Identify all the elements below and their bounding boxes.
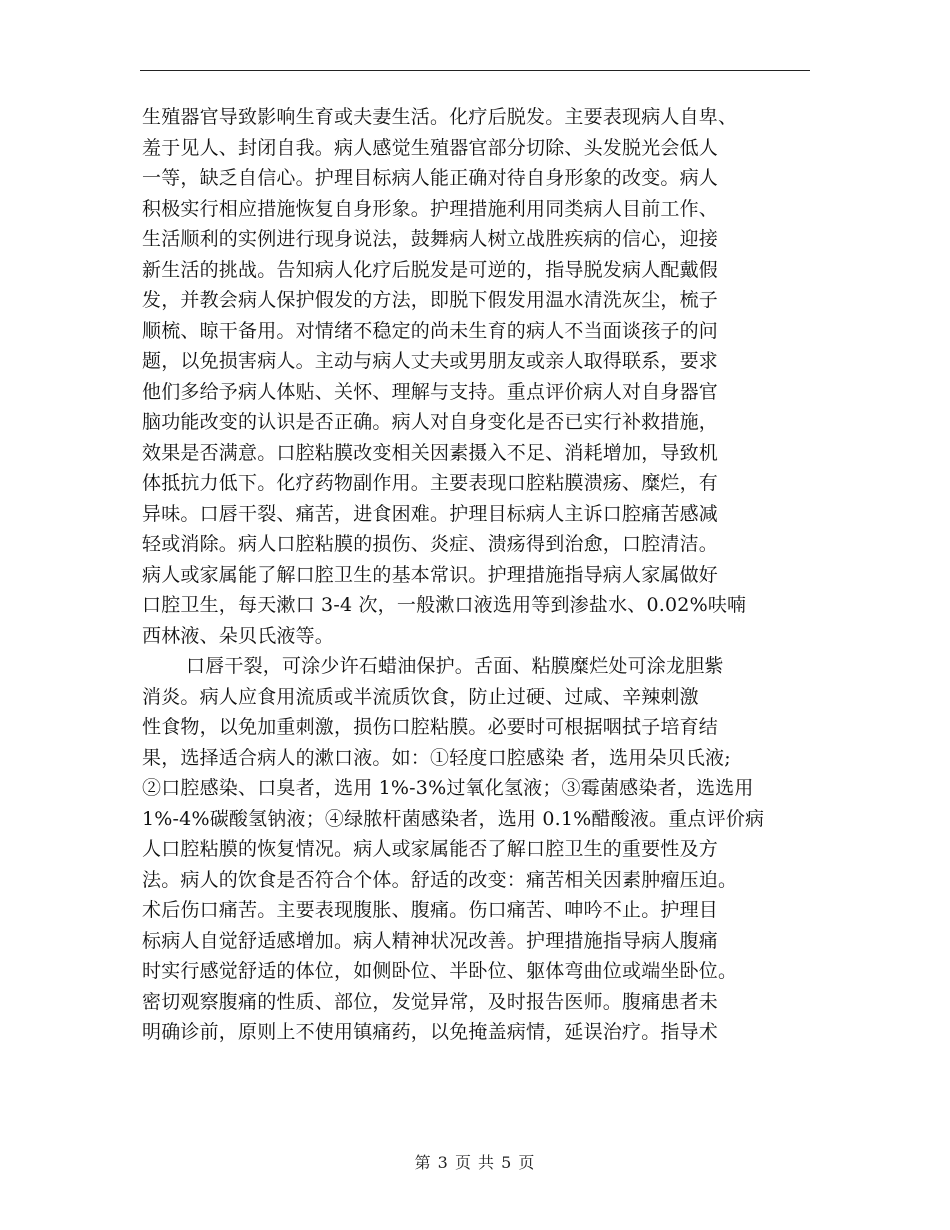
- text-line: 他们多给予病人体贴、关怀、理解与支持。重点评价病人对自身器官: [142, 380, 719, 403]
- text-line: 一等，缺乏自信心。护理目标病人能正确对待自身形象的改变。病人: [142, 167, 719, 189]
- text-line: 果，选择适合病人的漱口液。如：①轻度口腔感染 者，选用朵贝氏液;: [142, 746, 731, 769]
- document-body: [142, 102, 814, 1048]
- text-line: 新生活的挑战。告知病人化疗后脱发是可逆的，指导脱发病人配戴假: [142, 258, 719, 281]
- text-line: 羞于见人、封闭自我。病人感觉生殖器官部分切除、头发脱光会低人: [142, 136, 719, 159]
- text-line: 轻或消除。病人口腔粘膜的损伤、炎症、溃疡得到治愈，口腔清洁。: [142, 533, 719, 555]
- page-number: 第 3 页 共 5 页: [414, 1153, 536, 1172]
- text-line: 标病人自觉舒适感增加。病人精神状况改善。护理措施指导病人腹痛: [142, 929, 719, 952]
- text-line: 效果是否满意。口腔粘膜改变相关因素摄入不足、消耗增加，导致机: [142, 441, 719, 464]
- text-line: 术后伤口痛苦。主要表现腹胀、腹痛。伤口痛苦、呻吟不止。护理目: [142, 899, 719, 921]
- text-line: 时实行感觉舒适的体位，如侧卧位、半卧位、躯体弯曲位或端坐卧位。: [142, 960, 738, 982]
- text-line: 1%-4%碳酸氢钠液；④绿脓杆菌感染者，选用 0.1%醋酸液。重点评价病: [142, 807, 765, 830]
- text-line: 顺梳、晾干备用。对情绪不稳定的尚未生育的病人不当面谈孩子的问: [142, 319, 719, 342]
- text-line: 西林液、朵贝氏液等。: [142, 624, 335, 647]
- text-line: 密切观察腹痛的性质、部位，发觉异常，及时报告医师。腹痛患者未: [142, 990, 719, 1013]
- text-line: 性食物，以免加重刺激，损伤口腔粘膜。必要时可根据咽拭子培育结: [142, 716, 719, 738]
- text-line: 法。病人的饮食是否符合个体。舒适的改变：痛苦相关因素肿瘤压迫。: [142, 868, 738, 891]
- text-line: ②口腔感染、口臭者，选用 1%-3%过氧化氢液；③霉菌感染者，选选用: [142, 777, 754, 799]
- text-line: 明确诊前，原则上不使用镇痛药，以免掩盖病情，延误治疗。指导术: [142, 1021, 719, 1043]
- text-line: 体抵抗力低下。化疗药物副作用。主要表现口腔粘膜溃疡、糜烂，有: [142, 472, 719, 494]
- text-line: 人口腔粘膜的恢复情况。病人或家属能否了解口腔卫生的重要性及方: [142, 838, 719, 860]
- text-line: 发，并教会病人保护假发的方法，即脱下假发用温水清洗灰尘，梳子: [142, 289, 719, 311]
- header-rule: [140, 70, 810, 71]
- text-line: 消炎。病人应食用流质或半流质饮食，防止过硬、过咸、辛辣刺激: [142, 685, 699, 708]
- text-line: 生活顺利的实例进行现身说法，鼓舞病人树立战胜疾病的信心，迎接: [142, 228, 719, 250]
- text-line: 异味。口唇干裂、痛苦，进食困难。护理目标病人主诉口腔痛苦感减: [142, 502, 719, 525]
- text-line: 口腔卫生，每天漱口 3-4 次，一般漱口液选用等到渗盐水、0.02%呋喃: [142, 594, 747, 616]
- text-line: 生殖器官导致影响生育或夫妻生活。化疗后脱发。主要表现病人自卑、: [142, 106, 738, 128]
- text-line: 病人或家属能了解口腔卫生的基本常识。护理措施指导病人家属做好: [142, 563, 719, 586]
- paragraph-start-line: 口唇干裂，可涂少许石蜡油保护。舌面、粘膜糜烂处可涂龙胆紫: [186, 655, 724, 677]
- text-line: 积极实行相应措施恢复自身形象。护理措施利用同类病人目前工作、: [142, 197, 719, 220]
- text-line: 题，以免损害病人。主动与病人丈夫或男朋友或亲人取得联系，要求: [142, 350, 719, 372]
- text-line: 脑功能改变的认识是否正确。病人对自身变化是否已实行补救措施，: [142, 411, 719, 433]
